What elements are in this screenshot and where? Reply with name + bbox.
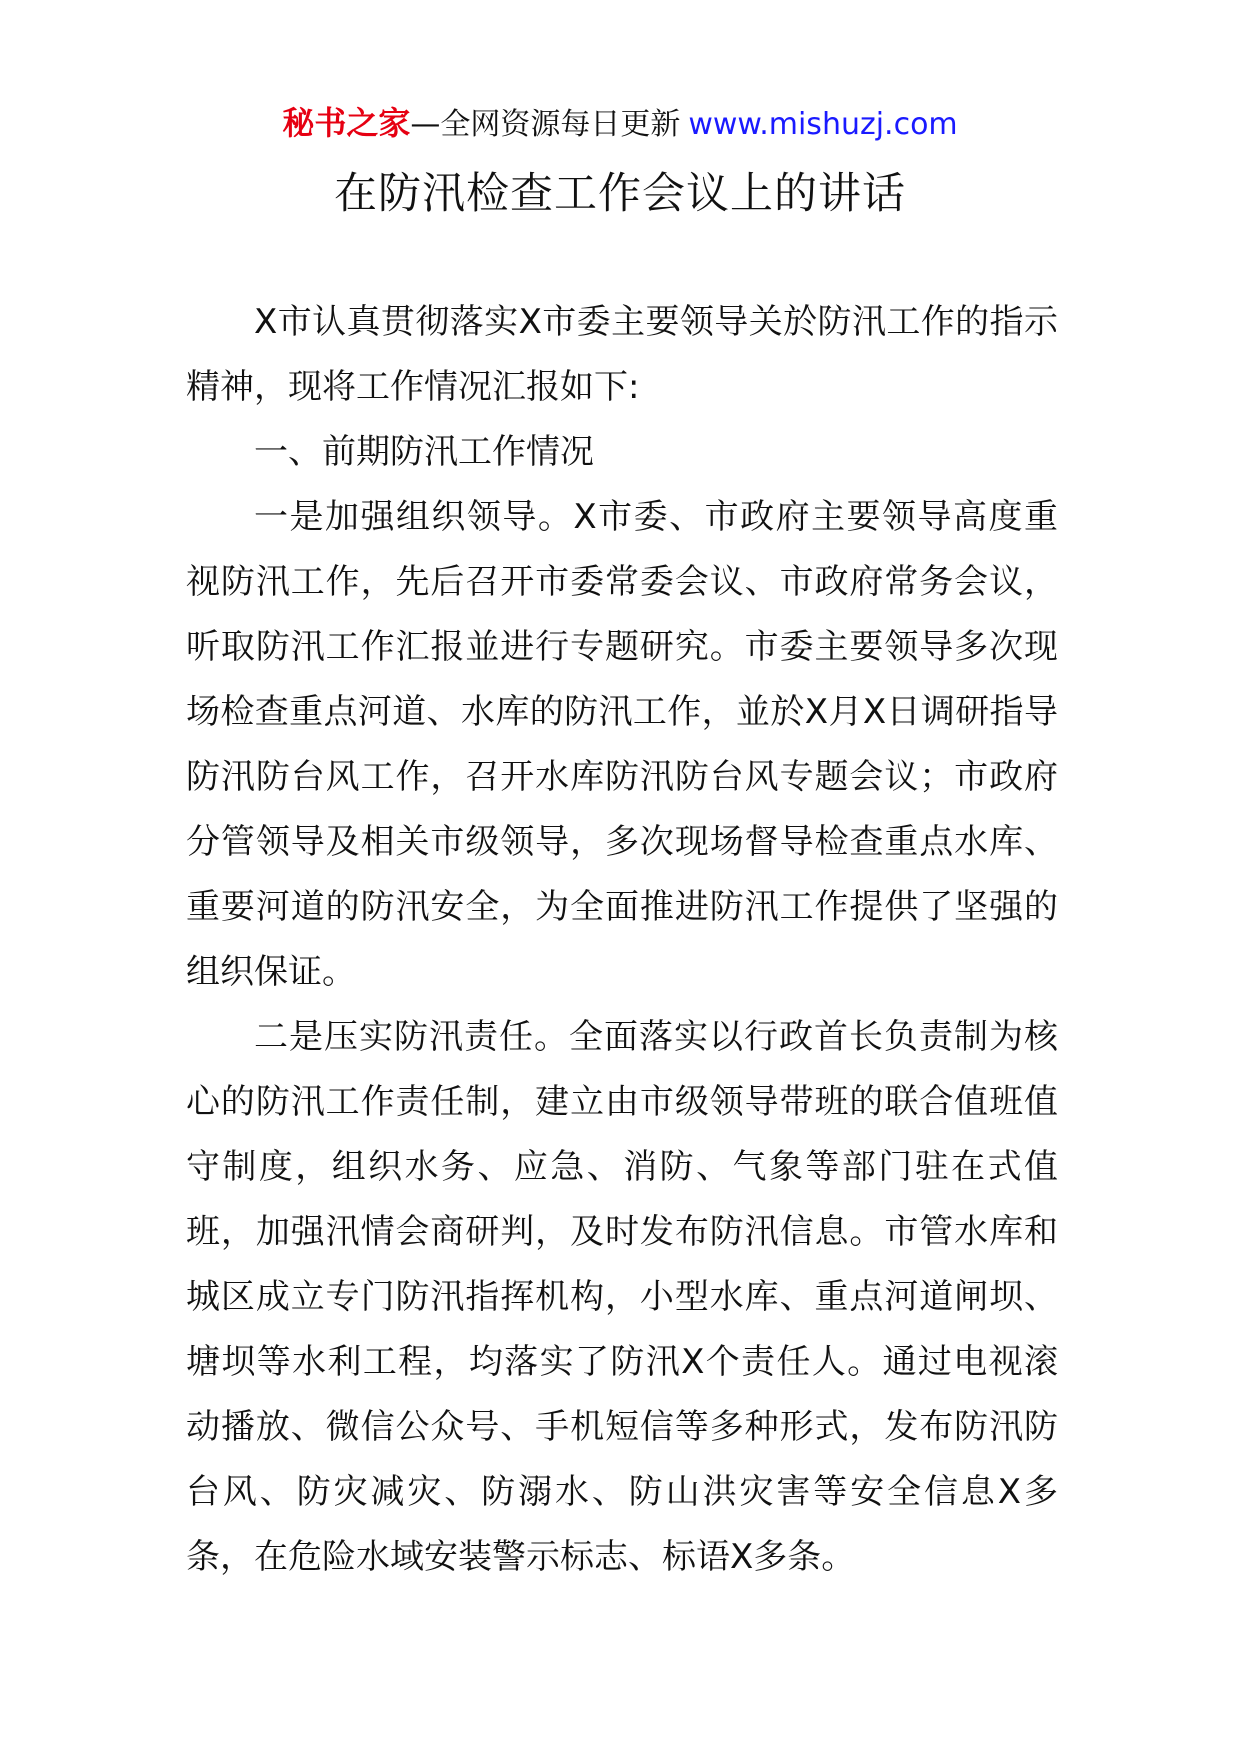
document-body <box>186 290 1058 1590</box>
site-header <box>0 103 1240 145</box>
body-paragraph-2: 二是压实防汛责任。全面落实以行政首长负责制为核心的防汛工作责任制，建立由市级领导带班的联合值班值守制度，组织水务、应急、消防、气象等部门驻在式值班，加强汛情会商研判，及时发布防汛信息。市管水库和城区成立专门防汛指挥机构，小型水库、重点河道闸坝、塘坝等水利工程，均落实了防汛X个责任人。通过电视滚动播放、微信公众号、手机短信等多种形式，发布防汛防台风、防灾减灾、防溺水、防山洪灾害等安全信息X多条，在危险水域安装警示标志、标语X多条。 <box>186 1017 1058 1577</box>
body-paragraph-1: 一是加强组织领导。X市委、市政府主要领导高度重视防汛工作，先后召开市委常委会议、市政府常务会议，听取防汛工作汇报並进行专题研究。市委主要领导多次现场检查重点河道、水库的防汛工作，並於X月X日调研指导防汛防台风工作，召开水库防汛防台风专题会议；市政府分管领导及相关市级领导，多次现场督导检查重点水库、重要河道的防汛安全，为全面推进防汛工作提供了坚强的组织保证。 <box>186 497 1058 992</box>
site-brand: 秘书之家 <box>282 104 411 142</box>
intro-paragraph: X市认真贯彻落实X市委主要领导关於防汛工作的指示精神，现将工作情况汇报如下: <box>186 302 1058 407</box>
site-tagline: —全网资源每日更新 <box>410 107 681 142</box>
site-url-link[interactable]: www.mishuzj.com <box>688 107 958 142</box>
section-heading: 一、前期防汛工作情况 <box>254 432 594 472</box>
document-title: 在防汛检查工作会议上的讲话 <box>334 169 906 219</box>
